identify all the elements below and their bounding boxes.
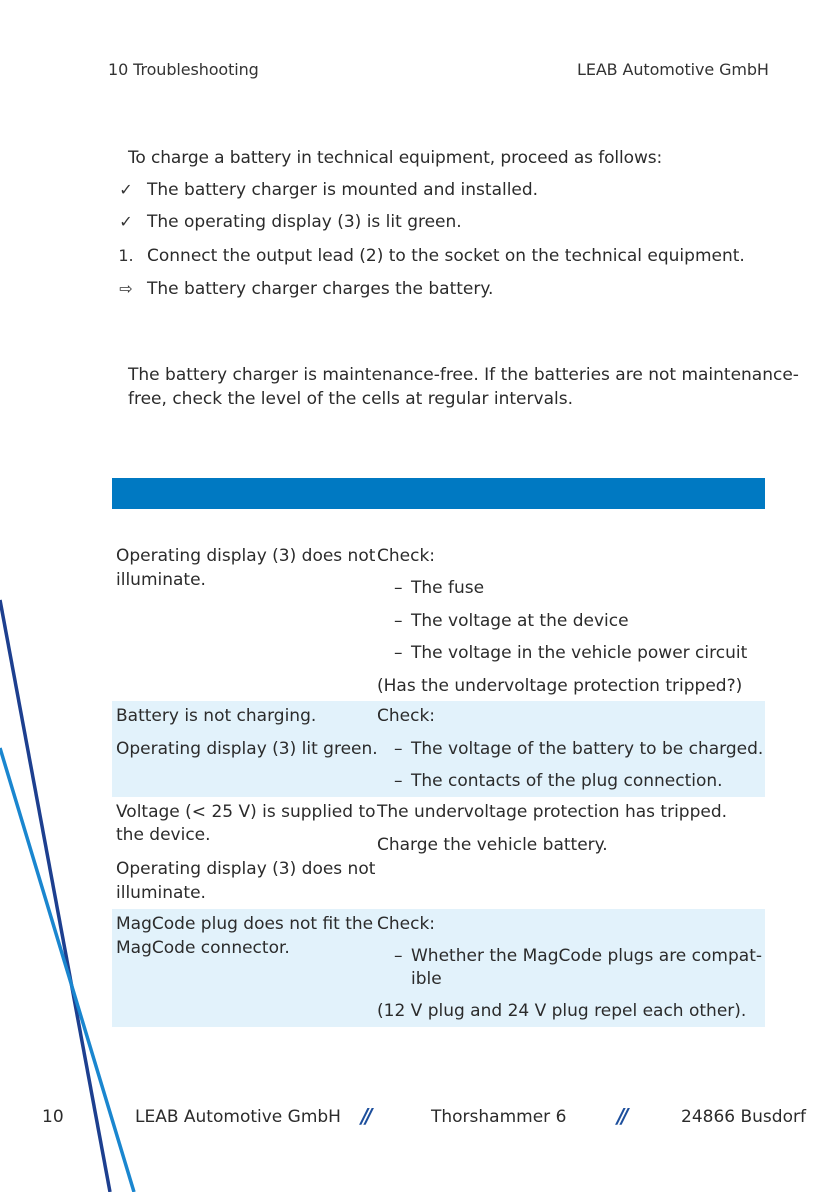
check-icon: ✓ [119, 212, 133, 231]
maintenance-line: free, check the level of the cells at regular intervals. [128, 389, 573, 409]
fault-text: MagCode plug does not fit the [116, 914, 374, 934]
page-number: 10 [42, 1107, 64, 1127]
dash-bullet: – [394, 643, 403, 663]
table-row [112, 909, 765, 1027]
header-company: LEAB Automotive GmbH [577, 60, 769, 79]
table-row [112, 701, 765, 797]
step-number: 1. [118, 246, 134, 265]
step-text: The battery charger charges the battery. [147, 279, 494, 299]
check-item: The voltage in the vehicle power circuit [411, 643, 748, 663]
dash-bullet: – [394, 771, 403, 791]
check-item: The fuse [411, 578, 485, 598]
step-text: Connect the output lead (2) to the socket on the technical equipment. [147, 246, 745, 266]
result-arrow-icon: ⇨ [119, 279, 133, 298]
check-item: ible [411, 969, 442, 989]
fault-text: the device. [116, 825, 211, 845]
troubleshooting-table [112, 478, 765, 1027]
footer-company: LEAB Automotive GmbH [135, 1107, 341, 1127]
footer-separator: // [361, 1104, 370, 1128]
maintenance-line: The battery charger is maintenance-free. If the batteries are not maintenance- [128, 365, 799, 385]
check-label: Check: [377, 546, 436, 566]
step-text: The battery charger is mounted and installed. [147, 180, 539, 200]
remedy-text: The undervoltage protection has tripped. [377, 802, 728, 822]
fault-text: illuminate. [116, 570, 206, 590]
remedy-note: (12 V plug and 24 V plug repel each other). [377, 1001, 747, 1021]
fault-text: Battery is not charging. [116, 706, 317, 726]
check-label: Check: [377, 914, 436, 934]
charging-intro: To charge a battery in technical equipment, proceed as follows: [128, 148, 663, 168]
footer-separator: // [617, 1104, 626, 1128]
dash-bullet: – [394, 611, 403, 631]
table-header [112, 478, 765, 509]
dash-bullet: – [394, 578, 403, 598]
check-item: The voltage at the device [411, 611, 629, 631]
fault-text: Operating display (3) lit green. [116, 739, 378, 759]
fault-text: MagCode connector. [116, 938, 290, 958]
fault-text: Operating display (3) does not [116, 546, 376, 566]
stripe-dark [0, 600, 110, 1192]
fault-text: Voltage (< 25 V) is supplied to [116, 802, 376, 822]
table-row [112, 797, 765, 909]
check-label: Check: [377, 706, 436, 726]
table-row [112, 509, 765, 696]
check-item: The voltage of the battery to be charged. [411, 739, 764, 759]
footer-street: Thorshammer 6 [431, 1107, 567, 1127]
dash-bullet: – [394, 739, 403, 759]
fault-text: Operating display (3) does not [116, 859, 376, 879]
header-section-title: 10 Troubleshooting [108, 60, 259, 79]
maintenance-paragraph [128, 363, 799, 411]
check-item: Whether the MagCode plugs are compat- [411, 946, 762, 966]
dash-bullet: – [394, 946, 403, 966]
remedy-text: Charge the vehicle battery. [377, 835, 608, 855]
fault-text: illuminate. [116, 883, 206, 903]
check-item: The contacts of the plug connection. [411, 771, 723, 791]
footer-city: 24866 Busdorf [681, 1107, 806, 1127]
check-icon: ✓ [119, 180, 133, 199]
remedy-note: (Has the undervoltage protection tripped?) [377, 676, 743, 696]
step-text: The operating display (3) is lit green. [147, 212, 462, 232]
